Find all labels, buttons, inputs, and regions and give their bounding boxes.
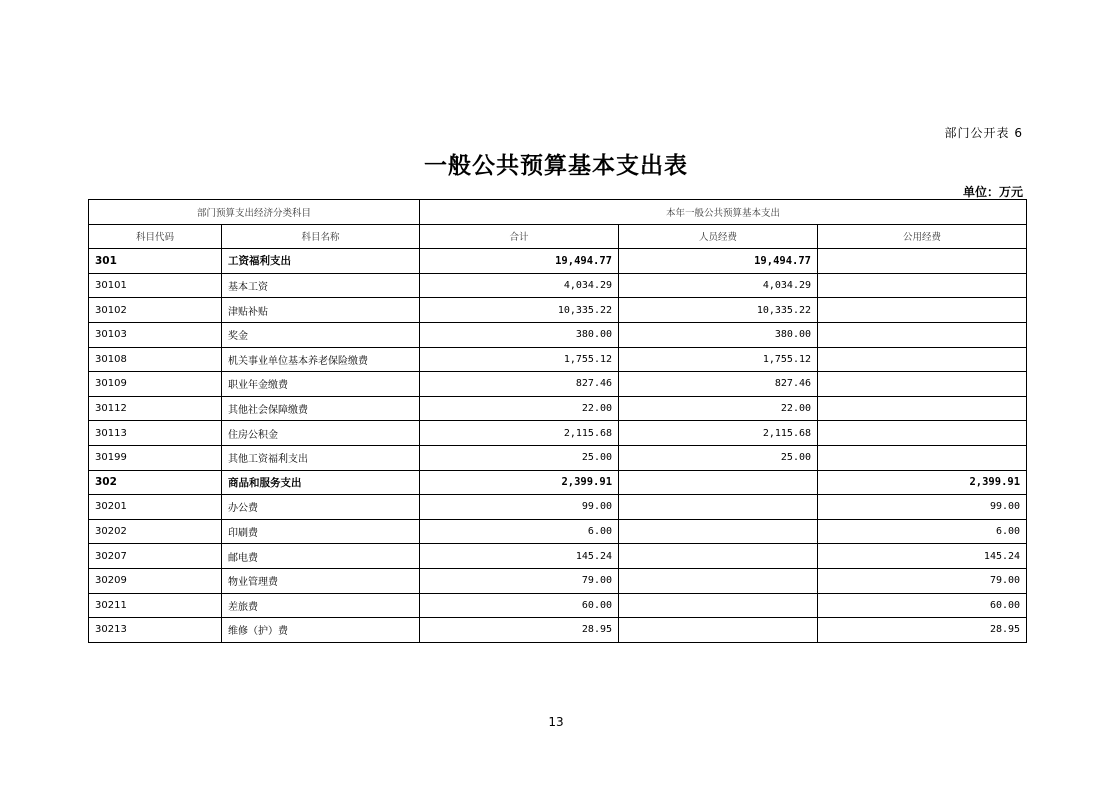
table-body — [89, 249, 1027, 643]
cell-public — [818, 273, 1027, 298]
cell-name: 奖金 — [222, 322, 420, 347]
table-row — [89, 421, 1027, 446]
table-row — [89, 322, 1027, 347]
cell-name: 工资福利支出 — [222, 249, 420, 274]
cell-personnel — [619, 470, 818, 495]
cell-public — [818, 445, 1027, 470]
cell-code: 30201 — [89, 495, 222, 520]
cell-total: 380.00 — [420, 322, 619, 347]
cell-total: 2,399.91 — [420, 470, 619, 495]
cell-total: 2,115.68 — [420, 421, 619, 446]
cell-personnel — [619, 544, 818, 569]
cell-total: 79.00 — [420, 568, 619, 593]
group-header-row — [89, 200, 1027, 225]
cell-total: 28.95 — [420, 618, 619, 643]
cell-code: 302 — [89, 470, 222, 495]
cell-code: 30109 — [89, 372, 222, 397]
cell-code: 301 — [89, 249, 222, 274]
group-header-classification: 部门预算支出经济分类科目 — [89, 200, 420, 225]
cell-personnel: 25.00 — [619, 445, 818, 470]
cell-personnel — [619, 495, 818, 520]
column-header-public: 公用经费 — [818, 224, 1027, 249]
cell-name: 商品和服务支出 — [222, 470, 420, 495]
cell-code: 30209 — [89, 568, 222, 593]
cell-code: 30108 — [89, 347, 222, 372]
table-row — [89, 618, 1027, 643]
table-row — [89, 372, 1027, 397]
cell-public: 6.00 — [818, 519, 1027, 544]
budget-table — [88, 199, 1027, 643]
cell-total: 25.00 — [420, 445, 619, 470]
table-row — [89, 249, 1027, 274]
table-row — [89, 544, 1027, 569]
cell-name: 差旅费 — [222, 593, 420, 618]
group-header-current-year: 本年一般公共预算基本支出 — [420, 200, 1027, 225]
page-title: 一般公共预算基本支出表 — [424, 152, 688, 179]
cell-personnel — [619, 519, 818, 544]
cell-total: 99.00 — [420, 495, 619, 520]
table-row — [89, 445, 1027, 470]
cell-code: 30207 — [89, 544, 222, 569]
cell-public — [818, 249, 1027, 274]
column-header-row — [89, 224, 1027, 249]
cell-public: 28.95 — [818, 618, 1027, 643]
page-number: 13 — [548, 715, 564, 729]
cell-public — [818, 372, 1027, 397]
cell-public: 79.00 — [818, 568, 1027, 593]
cell-code: 30112 — [89, 396, 222, 421]
cell-total: 1,755.12 — [420, 347, 619, 372]
cell-personnel: 827.46 — [619, 372, 818, 397]
cell-personnel: 1,755.12 — [619, 347, 818, 372]
cell-total: 6.00 — [420, 519, 619, 544]
cell-code: 30202 — [89, 519, 222, 544]
cell-total: 4,034.29 — [420, 273, 619, 298]
cell-public — [818, 421, 1027, 446]
cell-name: 住房公积金 — [222, 421, 420, 446]
cell-code: 30102 — [89, 298, 222, 323]
cell-public: 99.00 — [818, 495, 1027, 520]
cell-name: 维修（护）费 — [222, 618, 420, 643]
cell-code: 30103 — [89, 322, 222, 347]
cell-name: 基本工资 — [222, 273, 420, 298]
column-header-name: 科目名称 — [222, 224, 420, 249]
table-row — [89, 593, 1027, 618]
cell-total: 60.00 — [420, 593, 619, 618]
cell-personnel — [619, 568, 818, 593]
cell-code: 30113 — [89, 421, 222, 446]
cell-public — [818, 322, 1027, 347]
cell-public: 60.00 — [818, 593, 1027, 618]
cell-total: 145.24 — [420, 544, 619, 569]
table-row — [89, 396, 1027, 421]
cell-total: 22.00 — [420, 396, 619, 421]
cell-personnel: 4,034.29 — [619, 273, 818, 298]
cell-public: 145.24 — [818, 544, 1027, 569]
column-header-code: 科目代码 — [89, 224, 222, 249]
cell-personnel: 10,335.22 — [619, 298, 818, 323]
table-row — [89, 470, 1027, 495]
cell-personnel — [619, 593, 818, 618]
cell-name: 其他工资福利支出 — [222, 445, 420, 470]
cell-public — [818, 347, 1027, 372]
cell-public — [818, 298, 1027, 323]
cell-personnel: 19,494.77 — [619, 249, 818, 274]
cell-name: 办公费 — [222, 495, 420, 520]
cell-personnel: 380.00 — [619, 322, 818, 347]
table-row — [89, 568, 1027, 593]
cell-name: 邮电费 — [222, 544, 420, 569]
column-header-total: 合计 — [420, 224, 619, 249]
cell-code: 30101 — [89, 273, 222, 298]
cell-personnel: 2,115.68 — [619, 421, 818, 446]
table-row — [89, 495, 1027, 520]
cell-code: 30213 — [89, 618, 222, 643]
cell-total: 827.46 — [420, 372, 619, 397]
cell-name: 职业年金缴费 — [222, 372, 420, 397]
cell-code: 30199 — [89, 445, 222, 470]
cell-personnel: 22.00 — [619, 396, 818, 421]
table-row — [89, 519, 1027, 544]
cell-total: 10,335.22 — [420, 298, 619, 323]
cell-name: 津贴补贴 — [222, 298, 420, 323]
unit-label: 单位：万元 — [962, 185, 1023, 199]
cell-total: 19,494.77 — [420, 249, 619, 274]
column-header-personnel: 人员经费 — [619, 224, 818, 249]
cell-name: 印刷费 — [222, 519, 420, 544]
cell-name: 物业管理费 — [222, 568, 420, 593]
cell-name: 机关事业单位基本养老保险缴费 — [222, 347, 420, 372]
cell-code: 30211 — [89, 593, 222, 618]
cell-public: 2,399.91 — [818, 470, 1027, 495]
form-number: 部门公开表 6 — [944, 126, 1023, 140]
cell-personnel — [619, 618, 818, 643]
table-row — [89, 298, 1027, 323]
table-row — [89, 347, 1027, 372]
table-row — [89, 273, 1027, 298]
cell-public — [818, 396, 1027, 421]
cell-name: 其他社会保障缴费 — [222, 396, 420, 421]
